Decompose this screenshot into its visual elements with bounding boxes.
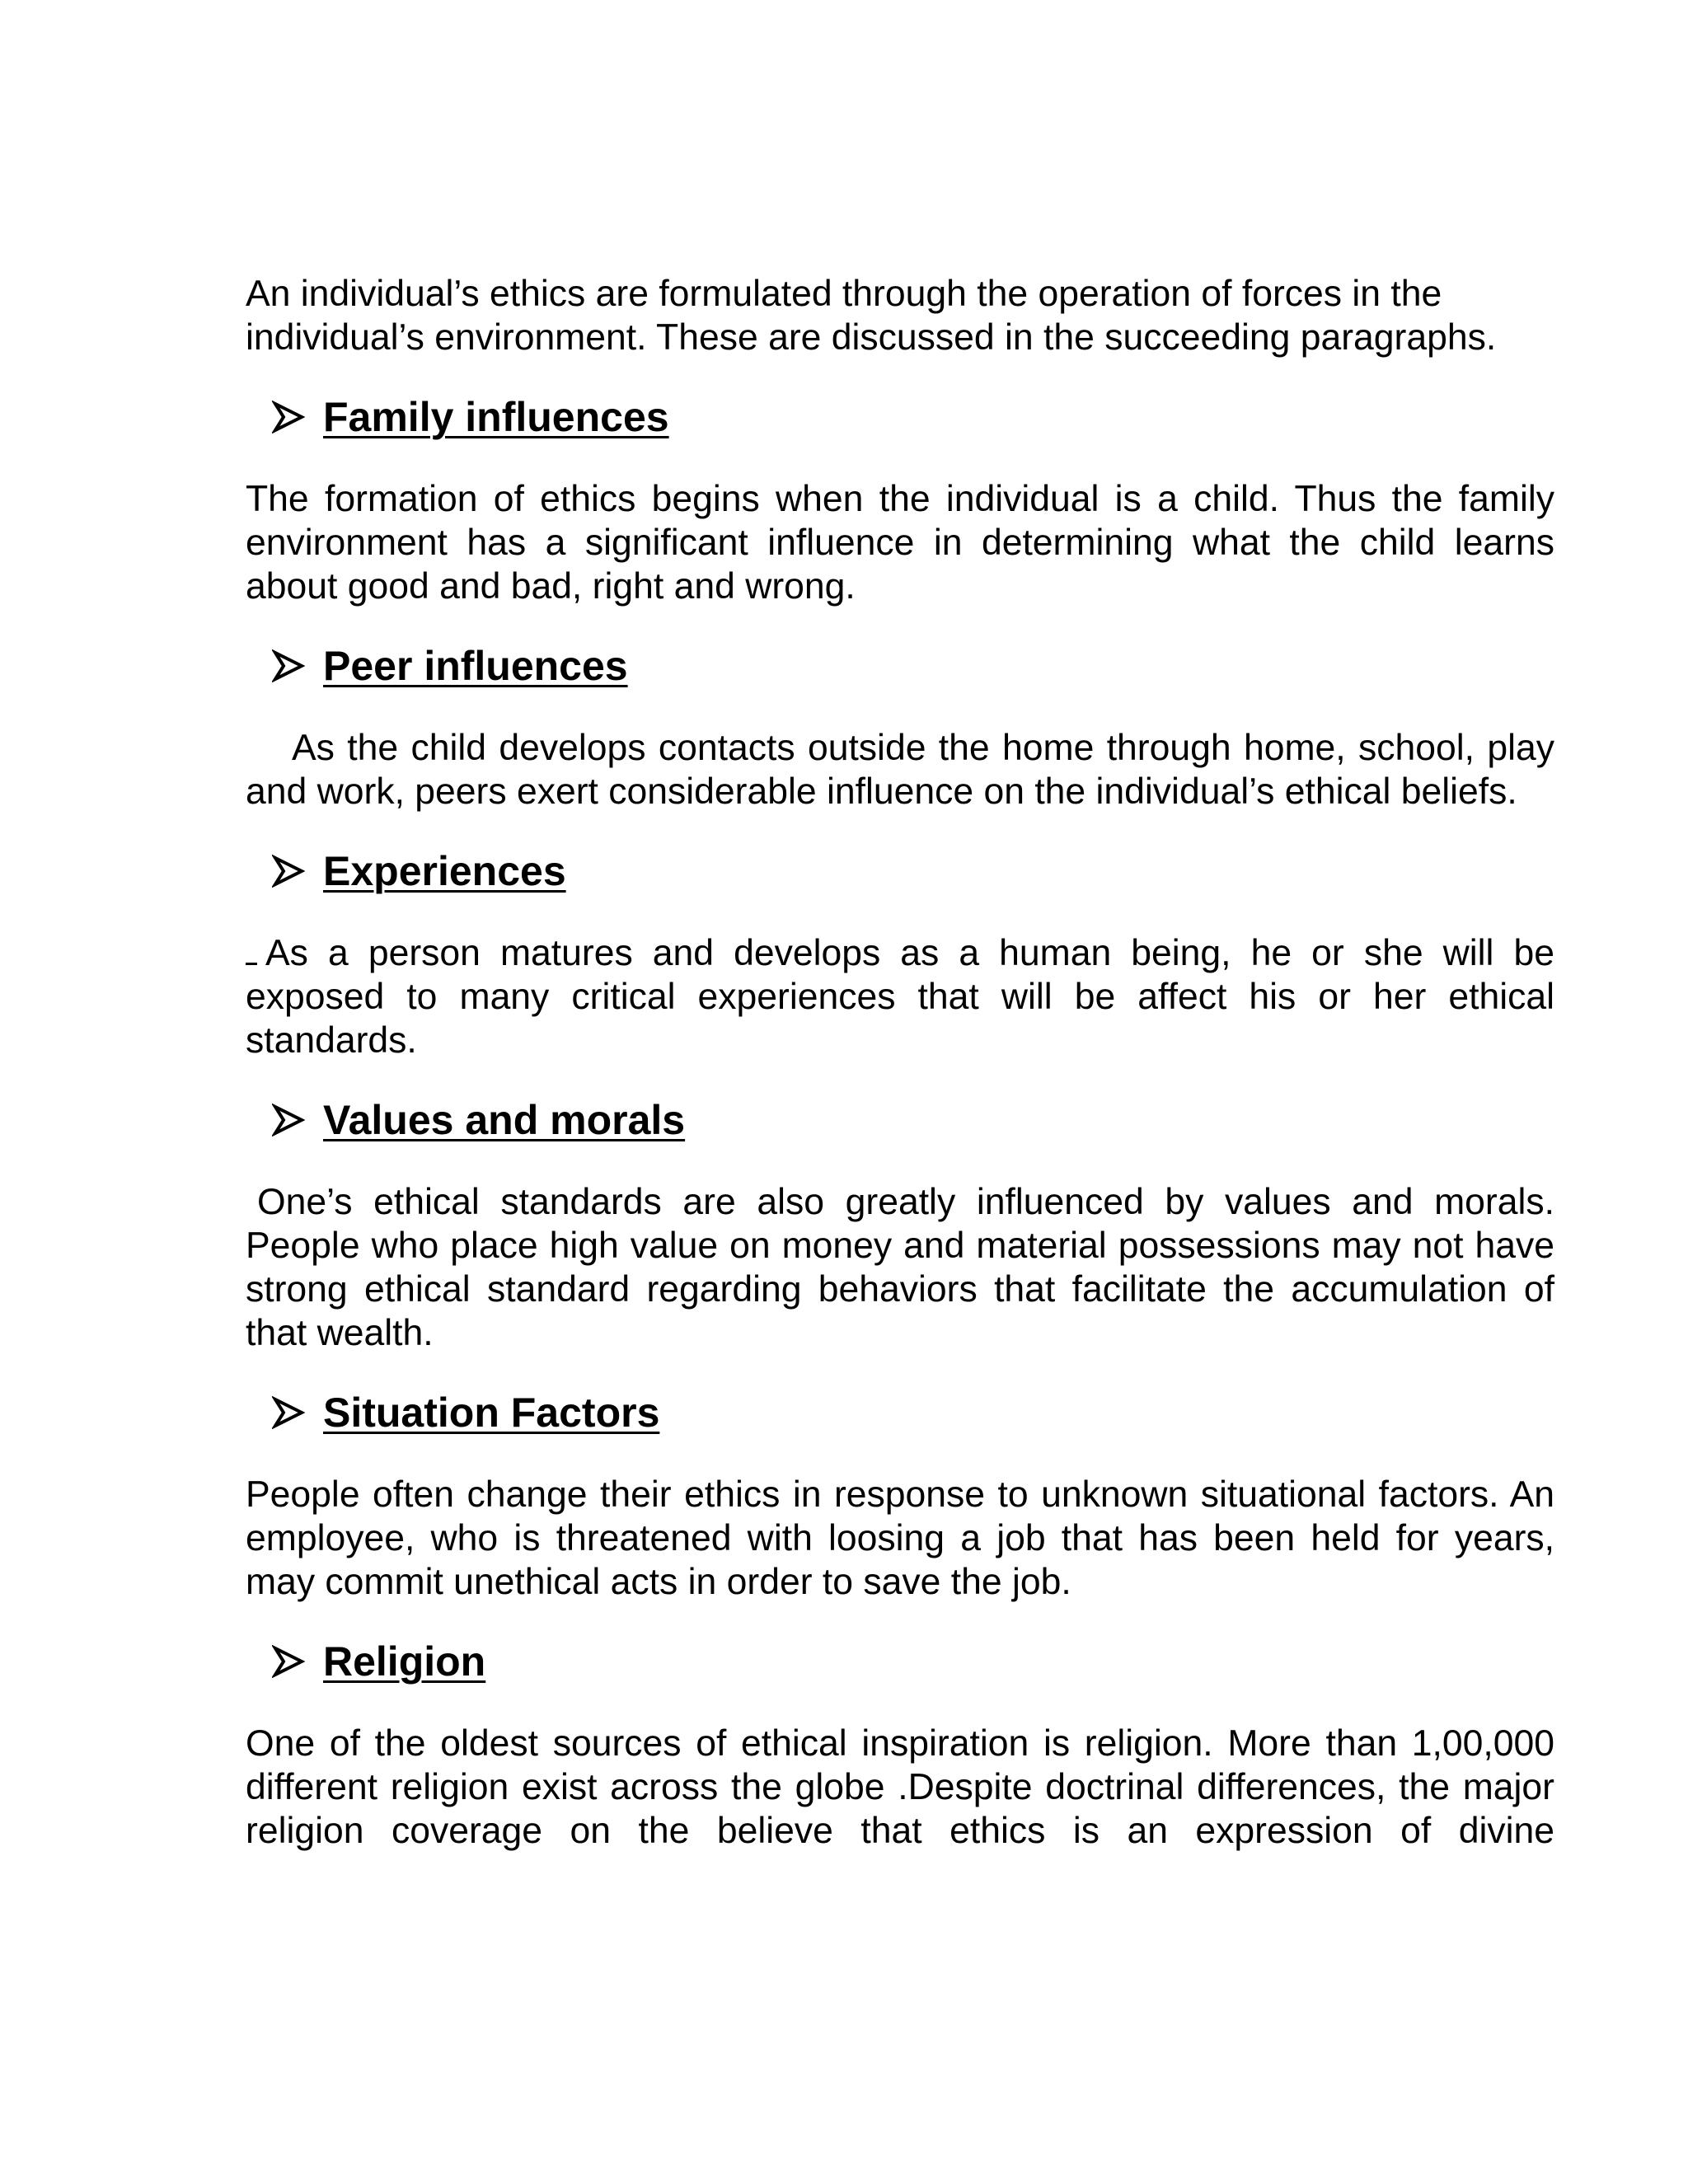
arrow-bullet-icon xyxy=(272,1645,305,1678)
document-page xyxy=(246,272,1554,1853)
section-body-text: One’s ethical standards are also greatly influenced by values and morals. People who place high value on money and material possessions may not have strong ethical standard regarding behaviors that facilitate the accumulation of that wealth. xyxy=(246,1182,1554,1353)
section-body-family-influences: The formation of ethics begins when the individual is a child. Thus the family environment has a significant influence in determining what the child learns about good and bad, right and wrong. xyxy=(246,479,1554,607)
arrow-bullet-icon xyxy=(272,649,305,682)
section-body-peer-influences xyxy=(246,726,1554,813)
section-body-religion: One of the oldest sources of ethical inspiration is religion. More than 1,00,000 different religion exist across the globe .Despite doctrinal differences, the major religion coverage on the believe that ethics is an expression of divine xyxy=(246,1723,1554,1851)
section-heading-text: Peer influences xyxy=(323,643,628,689)
section-heading-text: Religion xyxy=(323,1638,486,1685)
section-body-text: As the child develops contacts outside the home through home, school, play and work, peers exert considerable influence on the individual’s ethical beliefs. xyxy=(246,728,1554,812)
section-heading-text: Family influences xyxy=(323,394,669,440)
section-heading-text: Values and morals xyxy=(323,1097,686,1143)
section-heading-situation-factors xyxy=(272,1388,1554,1437)
arrow-bullet-icon xyxy=(272,1396,305,1429)
section-heading-peer-influences xyxy=(272,641,1554,691)
arrow-bullet-icon xyxy=(272,1104,305,1137)
arrow-bullet-icon xyxy=(272,855,305,888)
section-heading-values-and-morals xyxy=(272,1095,1554,1145)
arrow-bullet-icon xyxy=(272,401,305,434)
section-heading-religion xyxy=(272,1637,1554,1686)
section-body-situation-factors: People often change their ethics in response to unknown situational factors. An employee, who is threatened with loosing a job that has been held for years, may commit unethical acts in order to save the job. xyxy=(246,1474,1554,1602)
section-body-text: As a person matures and develops as a human being, he or she will be exposed to many critical experiences that will be affect his or her ethical standards. xyxy=(246,933,1554,1061)
underscore-mark xyxy=(246,931,257,965)
section-heading-text: Experiences xyxy=(323,848,566,894)
intro-paragraph: An individual’s ethics are formulated through the operation of forces in the individual’s environment. These are discussed in the succeeding paragraphs. xyxy=(246,274,1497,358)
section-heading-family-influences xyxy=(272,392,1554,442)
section-body-values-and-morals xyxy=(246,1180,1554,1355)
section-body-experiences xyxy=(246,931,1554,1062)
section-heading-text: Situation Factors xyxy=(323,1390,660,1436)
section-heading-experiences xyxy=(272,846,1554,896)
